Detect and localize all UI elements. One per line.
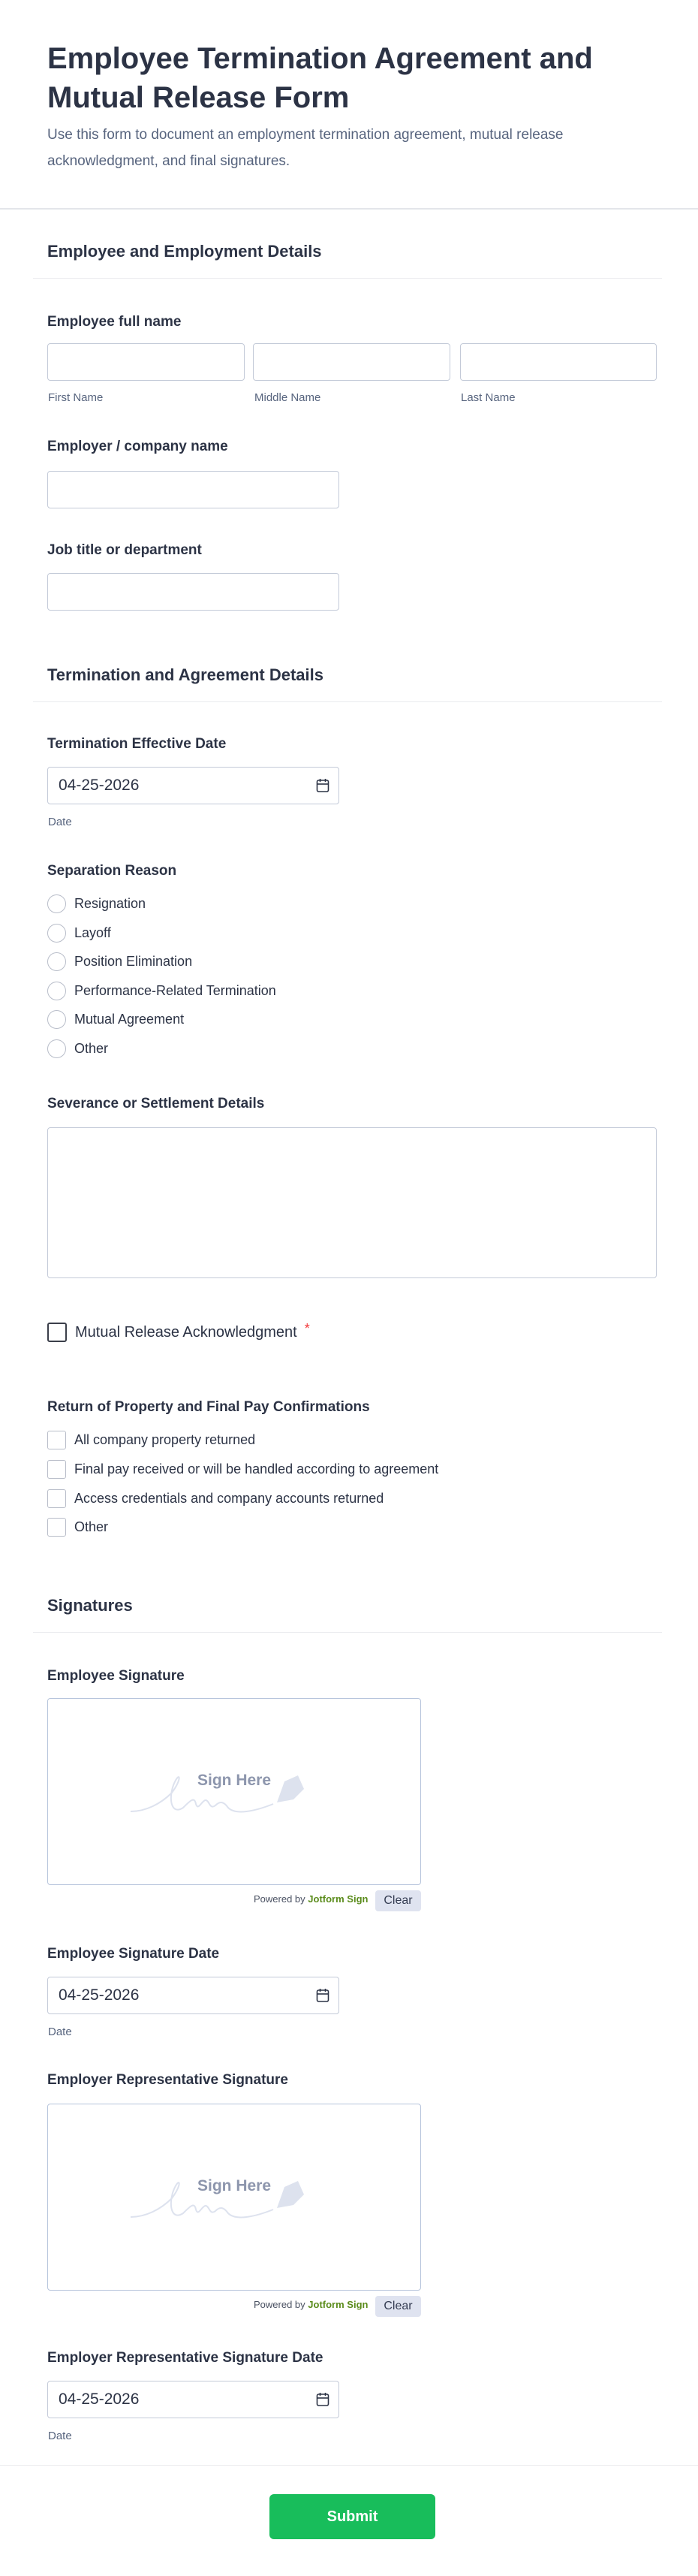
employee-signature-label: Employee Signature xyxy=(47,1668,185,1684)
last-name-sublabel: Last Name xyxy=(461,391,516,404)
severance-textarea[interactable] xyxy=(47,1127,657,1278)
effective-date-input[interactable] xyxy=(47,767,339,804)
checkbox-option[interactable] xyxy=(47,1489,384,1508)
powered-by-text: Powered by Jotform Sign xyxy=(254,1893,369,1905)
radio-option[interactable] xyxy=(47,952,192,971)
radio-label: Other xyxy=(74,1040,109,1056)
header-divider xyxy=(0,208,698,210)
section-divider xyxy=(33,1632,662,1633)
section-heading-signatures: Signatures xyxy=(47,1596,133,1615)
section-heading-employee: Employee and Employment Details xyxy=(47,242,322,261)
effective-date-label: Termination Effective Date xyxy=(47,736,227,752)
radio-option[interactable] xyxy=(47,923,111,943)
job-title-label: Job title or department xyxy=(47,542,202,558)
radio-button[interactable] xyxy=(47,982,66,1000)
required-asterisk: * xyxy=(304,1320,310,1336)
checkbox-option[interactable] xyxy=(47,1430,255,1449)
mutual-release-checkbox-row[interactable] xyxy=(47,1320,310,1342)
checkbox-label: All company property returned xyxy=(74,1431,256,1447)
sign-here-text: Sign Here xyxy=(197,2177,272,2194)
checkbox[interactable] xyxy=(47,1431,66,1449)
footer-divider xyxy=(0,2465,698,2466)
last-name-input[interactable] xyxy=(460,343,657,381)
radio-label: Mutual Agreement xyxy=(74,1011,185,1027)
mutual-release-label: Mutual Release Acknowledgment xyxy=(75,1323,297,1341)
jotform-sign-link: Jotform Sign xyxy=(308,2299,369,2310)
calendar-icon[interactable] xyxy=(316,1988,329,2003)
checkbox[interactable] xyxy=(47,1460,66,1479)
radio-option[interactable] xyxy=(47,1039,108,1058)
checkbox-label: Final pay received or will be handled according to agreement xyxy=(74,1461,439,1477)
radio-button[interactable] xyxy=(47,952,66,971)
first-name-input[interactable] xyxy=(47,343,245,381)
confirmations-label: Return of Property and Final Pay Confirmations xyxy=(47,1399,370,1415)
radio-option[interactable] xyxy=(47,1009,184,1029)
middle-name-sublabel: Middle Name xyxy=(254,391,321,404)
section-divider xyxy=(33,278,662,279)
mutual-release-checkbox[interactable] xyxy=(47,1323,67,1342)
clear-signature-button[interactable]: Clear xyxy=(375,2296,421,2317)
date-value: 04-25-2026 xyxy=(59,2390,140,2408)
employer-name-input[interactable] xyxy=(47,471,339,508)
employee-signature-pad[interactable] xyxy=(47,1698,421,1885)
calendar-icon[interactable] xyxy=(316,778,329,793)
sign-here-text: Sign Here xyxy=(197,1772,272,1789)
radio-button[interactable] xyxy=(47,1010,66,1029)
checkbox[interactable] xyxy=(47,1518,66,1537)
checkbox-label: Other xyxy=(74,1519,109,1534)
date-sublabel: Date xyxy=(48,2026,72,2038)
middle-name-input[interactable] xyxy=(253,343,450,381)
date-sublabel: Date xyxy=(48,2430,72,2442)
job-title-input[interactable] xyxy=(47,573,339,611)
radio-button[interactable] xyxy=(47,1039,66,1058)
employer-signature-date-input[interactable] xyxy=(47,2381,339,2418)
date-value: 04-25-2026 xyxy=(59,777,140,794)
radio-button[interactable] xyxy=(47,924,66,943)
submit-button[interactable]: Submit xyxy=(269,2494,435,2539)
form-description: Use this form to document an employment termination agreement, mutual release acknowledgment, and final signatures. xyxy=(47,127,564,169)
checkbox[interactable] xyxy=(47,1489,66,1508)
jotform-sign-link: Jotform Sign xyxy=(308,1893,369,1905)
separation-reason-label: Separation Reason xyxy=(47,863,177,879)
employee-full-name-label: Employee full name xyxy=(47,314,182,330)
first-name-sublabel: First Name xyxy=(48,391,104,404)
employer-signature-pad[interactable] xyxy=(47,2104,421,2291)
severance-label: Severance or Settlement Details xyxy=(47,1096,265,1112)
employer-name-label: Employer / company name xyxy=(47,439,228,454)
checkbox-option[interactable] xyxy=(47,1459,438,1479)
checkbox-option[interactable] xyxy=(47,1517,108,1537)
section-divider xyxy=(33,701,662,702)
section-heading-termination: Termination and Agreement Details xyxy=(47,665,323,684)
employee-signature-date-input[interactable] xyxy=(47,1977,339,2014)
employer-signature-date-label: Employer Representative Signature Date xyxy=(47,2350,323,2366)
employer-signature-label: Employer Representative Signature xyxy=(47,2072,288,2088)
powered-by-text: Powered by Jotform Sign xyxy=(254,2299,369,2310)
radio-option[interactable] xyxy=(47,894,146,913)
radio-option[interactable] xyxy=(47,981,276,1000)
signature-pen-icon xyxy=(127,1766,344,1819)
signature-pen-icon xyxy=(127,2172,344,2225)
checkbox-label: Access credentials and company accounts returned xyxy=(74,1490,384,1506)
radio-label: Performance-Related Termination xyxy=(74,982,276,998)
radio-button[interactable] xyxy=(47,894,66,913)
clear-signature-button[interactable]: Clear xyxy=(375,1890,421,1911)
employee-signature-date-label: Employee Signature Date xyxy=(47,1946,220,1962)
date-value: 04-25-2026 xyxy=(59,1986,140,2004)
radio-label: Position Elimination xyxy=(74,953,193,969)
radio-label: Resignation xyxy=(74,895,146,911)
form-title: Employee Termination Agreement and Mutual Release Form xyxy=(47,42,593,114)
calendar-icon[interactable] xyxy=(316,2392,329,2407)
date-sublabel: Date xyxy=(48,816,72,828)
radio-label: Layoff xyxy=(74,925,111,940)
